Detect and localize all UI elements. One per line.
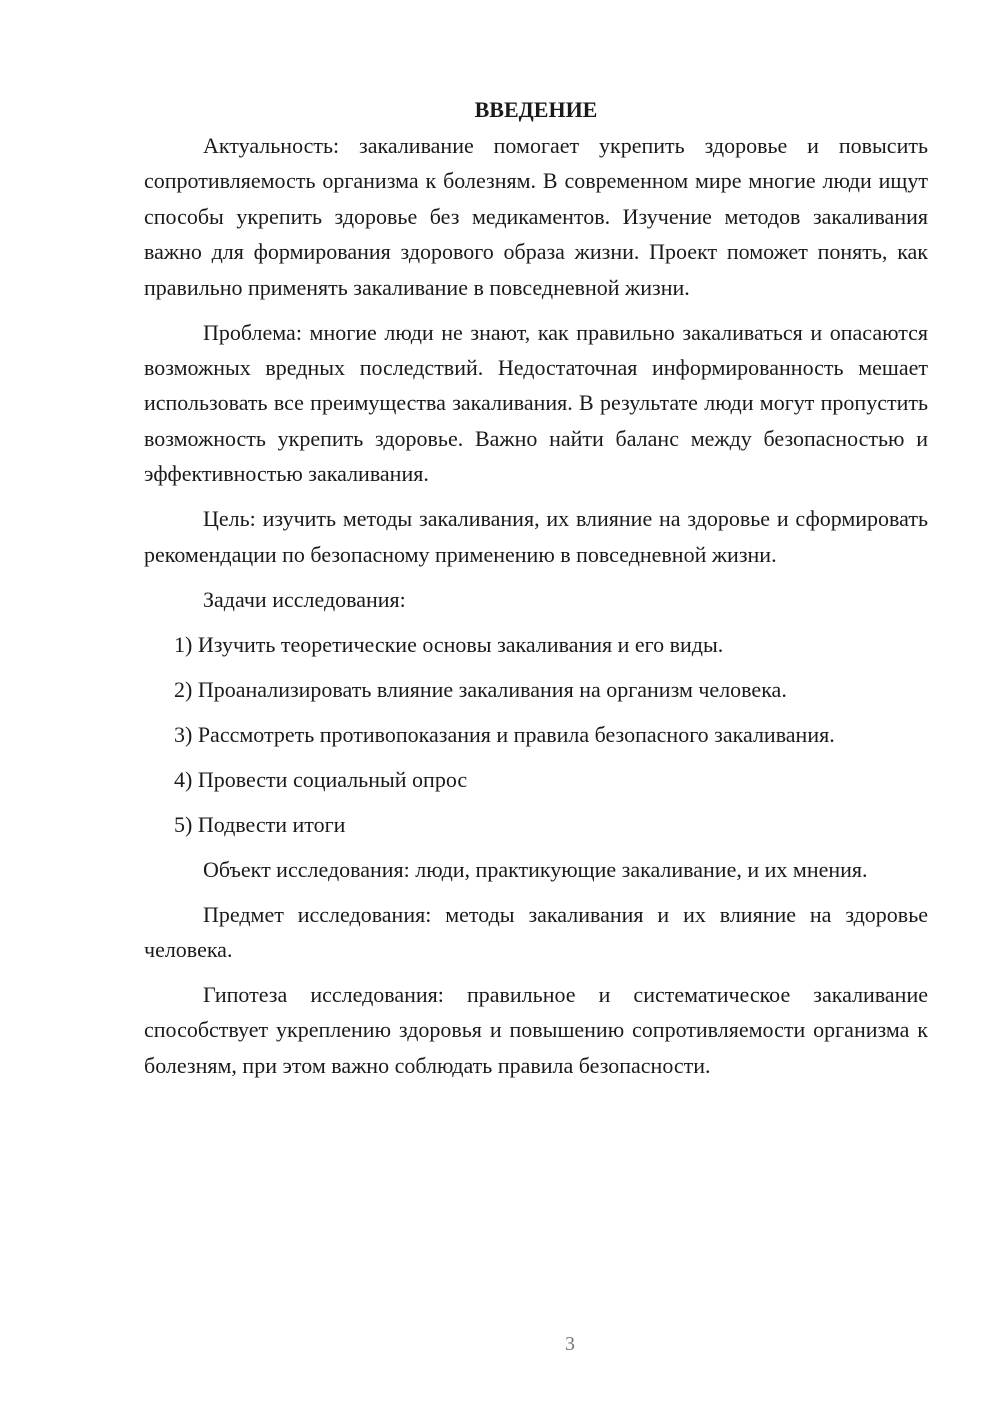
task-item-2: 2) Проанализировать влияние закаливания на организм человека. bbox=[174, 676, 787, 702]
object-paragraph: Объект исследования: люди, практикующие закаливание, и их мнения. bbox=[203, 856, 868, 882]
subject-paragraph: Предмет исследования: методы закаливания и их влияние на здоровье человека. bbox=[144, 901, 928, 963]
document-page bbox=[144, 94, 928, 1093]
relevance-paragraph: Актуальность: закаливание помогает укрепить здоровье и повысить сопротивляемость организма к болезням. В современном мире многие люди ищут способы укрепить здоровье без медикаментов. Изучение методов закаливания важно для формирования здорового образа жизни. Проект поможет понять, как правильно применять закаливание в повседневной жизни. bbox=[144, 133, 928, 300]
task-item-5: 5) Подвести итоги bbox=[174, 811, 346, 837]
task-item-1: 1) Изучить теоретические основы закаливания и его виды. bbox=[174, 631, 724, 657]
tasks-heading: Задачи исследования: bbox=[203, 586, 406, 612]
hypothesis-paragraph: Гипотеза исследования: правильное и систематическое закаливание способствует укреплению здоровья и повышению сопротивляемости организма к болезням, при этом важно соблюдать правила безопасности. bbox=[144, 982, 928, 1078]
page-number: 3 bbox=[565, 1333, 575, 1355]
section-heading: ВВЕДЕНИЕ bbox=[474, 97, 598, 122]
task-item-3: 3) Рассмотреть противопоказания и правила безопасного закаливания. bbox=[174, 721, 835, 747]
task-item-4: 4) Провести социальный опрос bbox=[174, 766, 468, 792]
goal-paragraph: Цель: изучить методы закаливания, их влияние на здоровье и сформировать рекомендации по безопасному применению в повседневной жизни. bbox=[144, 506, 928, 567]
problem-paragraph: Проблема: многие люди не знают, как правильно закаливаться и опасаются возможных вредных последствий. Недостаточная информированность мешает использовать все преимущества закаливания. В результате люди могут пропустить возможность укрепить здоровье. Важно найти баланс между безопасностью и эффективностью закаливания. bbox=[144, 319, 928, 487]
